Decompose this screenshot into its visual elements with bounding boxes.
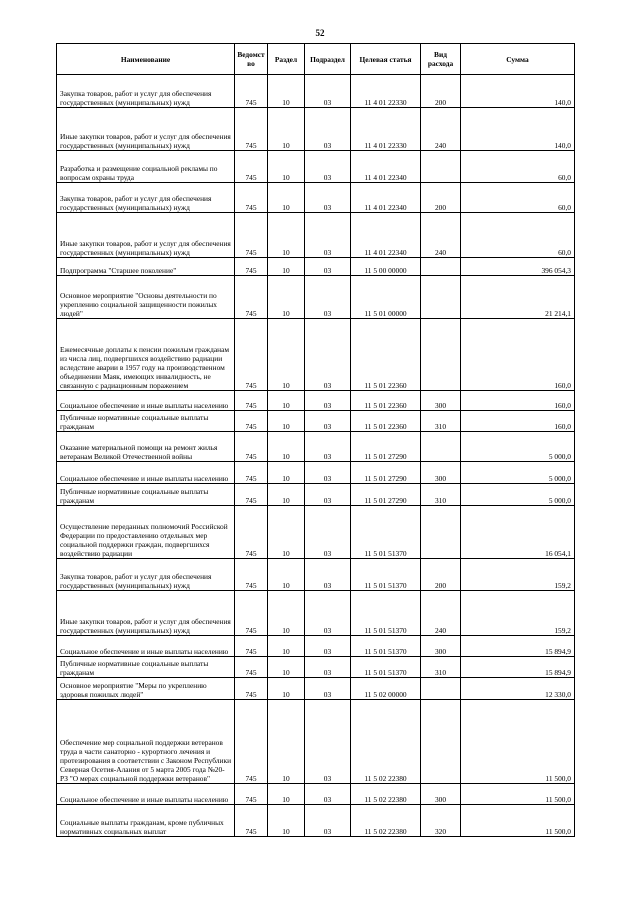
row-expense-type: 240 <box>421 108 461 151</box>
row-razdel: 10 <box>268 75 305 108</box>
row-vedomstvo: 745 <box>235 657 268 678</box>
row-podrazdel: 03 <box>305 559 351 591</box>
row-sum: 16 054,1 <box>461 506 575 559</box>
table-row <box>57 784 575 805</box>
row-razdel: 10 <box>268 700 305 784</box>
row-podrazdel: 03 <box>305 462 351 484</box>
row-target-article: 11 5 00 00000 <box>351 258 421 276</box>
row-sum: 11 500,0 <box>461 784 575 805</box>
row-razdel: 10 <box>268 432 305 462</box>
row-podrazdel: 03 <box>305 411 351 432</box>
row-sum: 160,0 <box>461 411 575 432</box>
row-expense-type: 200 <box>421 559 461 591</box>
row-name: Иные закупки товаров, работ и услуг для обеспечения государственных (муниципальных) нужд <box>57 213 235 258</box>
row-podrazdel: 03 <box>305 636 351 657</box>
row-target-article: 11 5 01 27290 <box>351 462 421 484</box>
column-header-sum: Сумма <box>461 44 575 75</box>
row-podrazdel: 03 <box>305 784 351 805</box>
row-podrazdel: 03 <box>305 151 351 183</box>
row-sum: 159,2 <box>461 591 575 636</box>
row-vedomstvo: 745 <box>235 506 268 559</box>
row-sum: 60,0 <box>461 213 575 258</box>
row-name: Обеспечение мер социальной поддержки ветеранов труда в части санаторно - курортного лечения и протезирования в соответствии с Законом Республики Северная Осетия-Алания от 5 марта 2005 года №20-РЗ "О мерах социальной поддержки ветеранов" <box>57 700 235 784</box>
row-expense-type: 200 <box>421 183 461 213</box>
row-podrazdel: 03 <box>305 432 351 462</box>
row-vedomstvo: 745 <box>235 75 268 108</box>
row-expense-type: 300 <box>421 636 461 657</box>
row-vedomstvo: 745 <box>235 258 268 276</box>
row-vedomstvo: 745 <box>235 151 268 183</box>
row-target-article: 11 5 01 51370 <box>351 636 421 657</box>
row-razdel: 10 <box>268 657 305 678</box>
row-podrazdel: 03 <box>305 276 351 319</box>
row-expense-type: 240 <box>421 213 461 258</box>
table-row <box>57 678 575 700</box>
row-sum: 5 000,0 <box>461 484 575 506</box>
row-razdel: 10 <box>268 258 305 276</box>
row-name: Подпрограмма "Старшее поколение" <box>57 258 235 276</box>
row-expense-type <box>421 258 461 276</box>
row-name: Иные закупки товаров, работ и услуг для обеспечения государственных (муниципальных) нужд <box>57 591 235 636</box>
row-expense-type <box>421 678 461 700</box>
row-razdel: 10 <box>268 391 305 411</box>
column-header-razdel: Раздел <box>268 44 305 75</box>
row-expense-type: 310 <box>421 411 461 432</box>
table-row <box>57 213 575 258</box>
table-row <box>57 805 575 837</box>
row-name: Иные закупки товаров, работ и услуг для обеспечения государственных (муниципальных) нужд <box>57 108 235 151</box>
row-name: Публичные нормативные социальные выплаты гражданам <box>57 411 235 432</box>
row-name: Закупка товаров, работ и услуг для обеспечения государственных (муниципальных) нужд <box>57 559 235 591</box>
table-row <box>57 75 575 108</box>
row-podrazdel: 03 <box>305 391 351 411</box>
row-vedomstvo: 745 <box>235 636 268 657</box>
row-vedomstvo: 745 <box>235 411 268 432</box>
row-razdel: 10 <box>268 108 305 151</box>
row-expense-type <box>421 276 461 319</box>
row-razdel: 10 <box>268 506 305 559</box>
row-expense-type <box>421 700 461 784</box>
row-podrazdel: 03 <box>305 75 351 108</box>
row-name: Социальное обеспечение и иные выплаты населению <box>57 784 235 805</box>
row-vedomstvo: 745 <box>235 391 268 411</box>
row-target-article: 11 5 01 22360 <box>351 411 421 432</box>
row-podrazdel: 03 <box>305 678 351 700</box>
row-target-article: 11 5 02 00000 <box>351 678 421 700</box>
row-expense-type <box>421 506 461 559</box>
row-razdel: 10 <box>268 591 305 636</box>
row-name: Закупка товаров, работ и услуг для обеспечения государственных (муниципальных) нужд <box>57 75 235 108</box>
row-expense-type: 310 <box>421 657 461 678</box>
table-row <box>57 183 575 213</box>
row-sum: 140,0 <box>461 108 575 151</box>
row-sum: 396 054,3 <box>461 258 575 276</box>
row-name: Публичные нормативные социальные выплаты гражданам <box>57 484 235 506</box>
row-target-article: 11 5 01 22360 <box>351 391 421 411</box>
row-name: Закупка товаров, работ и услуг для обеспечения государственных (муниципальных) нужд <box>57 183 235 213</box>
table-row <box>57 700 575 784</box>
row-razdel: 10 <box>268 484 305 506</box>
row-name: Социальные выплаты гражданам, кроме публичных нормативных социальных выплат <box>57 805 235 837</box>
row-expense-type: 300 <box>421 391 461 411</box>
row-sum: 15 894,9 <box>461 636 575 657</box>
row-vedomstvo: 745 <box>235 183 268 213</box>
table-row <box>57 462 575 484</box>
column-header-target-article: Целевая статья <box>351 44 421 75</box>
row-target-article: 11 5 01 51370 <box>351 506 421 559</box>
row-razdel: 10 <box>268 319 305 391</box>
row-name: Осуществление переданных полномочий Российской Федерации по предоставлению отдельных мер социальной поддержки граждан, подвергшихся воздействию радиации <box>57 506 235 559</box>
row-sum: 5 000,0 <box>461 462 575 484</box>
row-sum: 11 500,0 <box>461 700 575 784</box>
row-razdel: 10 <box>268 636 305 657</box>
row-target-article: 11 4 01 22330 <box>351 75 421 108</box>
row-sum: 60,0 <box>461 151 575 183</box>
table-row <box>57 506 575 559</box>
table-row <box>57 391 575 411</box>
row-sum: 140,0 <box>461 75 575 108</box>
table-row <box>57 657 575 678</box>
row-podrazdel: 03 <box>305 183 351 213</box>
row-target-article: 11 5 01 27290 <box>351 484 421 506</box>
row-vedomstvo: 745 <box>235 484 268 506</box>
row-expense-type <box>421 151 461 183</box>
row-name: Социальное обеспечение и иные выплаты населению <box>57 462 235 484</box>
row-name: Публичные нормативные социальные выплаты гражданам <box>57 657 235 678</box>
row-sum: 160,0 <box>461 391 575 411</box>
row-podrazdel: 03 <box>305 319 351 391</box>
table-row <box>57 636 575 657</box>
row-expense-type: 320 <box>421 805 461 837</box>
row-sum: 159,2 <box>461 559 575 591</box>
row-name: Разработка и размещение социальной рекламы по вопросам охраны труда <box>57 151 235 183</box>
row-name: Социальное обеспечение и иные выплаты населению <box>57 636 235 657</box>
row-sum: 15 894,9 <box>461 657 575 678</box>
row-target-article: 11 4 01 22340 <box>351 213 421 258</box>
table-header-row <box>57 44 575 75</box>
row-razdel: 10 <box>268 276 305 319</box>
row-vedomstvo: 745 <box>235 678 268 700</box>
row-expense-type: 300 <box>421 462 461 484</box>
row-vedomstvo: 745 <box>235 462 268 484</box>
table-row <box>57 559 575 591</box>
table-row <box>57 319 575 391</box>
row-vedomstvo: 745 <box>235 700 268 784</box>
row-vedomstvo: 745 <box>235 276 268 319</box>
row-podrazdel: 03 <box>305 484 351 506</box>
row-vedomstvo: 745 <box>235 805 268 837</box>
row-sum: 11 500,0 <box>461 805 575 837</box>
row-podrazdel: 03 <box>305 591 351 636</box>
row-sum: 12 330,0 <box>461 678 575 700</box>
column-header-podrazdel: Подраздел <box>305 44 351 75</box>
row-target-article: 11 5 02 22380 <box>351 700 421 784</box>
table-row <box>57 484 575 506</box>
table-row <box>57 591 575 636</box>
row-sum: 60,0 <box>461 183 575 213</box>
row-expense-type: 200 <box>421 75 461 108</box>
row-vedomstvo: 745 <box>235 108 268 151</box>
column-header-vedomstvo: Ведомст во <box>235 44 268 75</box>
row-target-article: 11 5 01 51370 <box>351 559 421 591</box>
row-expense-type: 240 <box>421 591 461 636</box>
row-razdel: 10 <box>268 462 305 484</box>
row-target-article: 11 4 01 22340 <box>351 183 421 213</box>
row-razdel: 10 <box>268 411 305 432</box>
row-razdel: 10 <box>268 678 305 700</box>
row-vedomstvo: 745 <box>235 213 268 258</box>
row-sum: 160,0 <box>461 319 575 391</box>
row-podrazdel: 03 <box>305 657 351 678</box>
row-razdel: 10 <box>268 213 305 258</box>
row-razdel: 10 <box>268 151 305 183</box>
table-row <box>57 411 575 432</box>
row-razdel: 10 <box>268 559 305 591</box>
table-row <box>57 432 575 462</box>
page-number: 52 <box>315 28 325 38</box>
row-target-article: 11 5 02 22380 <box>351 805 421 837</box>
row-vedomstvo: 745 <box>235 559 268 591</box>
row-expense-type: 300 <box>421 784 461 805</box>
row-podrazdel: 03 <box>305 213 351 258</box>
row-expense-type <box>421 432 461 462</box>
row-target-article: 11 5 01 00000 <box>351 276 421 319</box>
row-name: Ежемесячные доплаты к пенсии пожилым гражданам из числа лиц, подвергшихся воздействию радиации вследствие аварии в 1957 году на производственном объединении Маяк, имеющих инвалидность, не связанную с радиационным поражением <box>57 319 235 391</box>
row-vedomstvo: 745 <box>235 319 268 391</box>
table-row <box>57 151 575 183</box>
row-target-article: 11 4 01 22340 <box>351 151 421 183</box>
row-target-article: 11 5 01 22360 <box>351 319 421 391</box>
row-name: Основное мероприятие "Основы деятельности по укреплению социальной защищенности пожилых людей" <box>57 276 235 319</box>
row-podrazdel: 03 <box>305 805 351 837</box>
row-vedomstvo: 745 <box>235 432 268 462</box>
row-podrazdel: 03 <box>305 108 351 151</box>
row-razdel: 10 <box>268 183 305 213</box>
budget-table <box>56 43 575 837</box>
row-target-article: 11 5 01 27290 <box>351 432 421 462</box>
row-vedomstvo: 745 <box>235 591 268 636</box>
row-sum: 5 000,0 <box>461 432 575 462</box>
table-body <box>57 75 575 837</box>
column-header-name: Наименование <box>57 44 235 75</box>
row-name: Основное мероприятие "Меры по укреплению здоровья пожилых людей" <box>57 678 235 700</box>
row-podrazdel: 03 <box>305 700 351 784</box>
column-header-expense-type: Вид расхода <box>421 44 461 75</box>
row-podrazdel: 03 <box>305 258 351 276</box>
row-razdel: 10 <box>268 805 305 837</box>
row-expense-type: 310 <box>421 484 461 506</box>
row-name: Оказание материальной помощи на ремонт жилья ветеранам Великой Отечественной войны <box>57 432 235 462</box>
row-target-article: 11 5 01 51370 <box>351 591 421 636</box>
row-target-article: 11 5 01 51370 <box>351 657 421 678</box>
row-sum: 21 214,1 <box>461 276 575 319</box>
table-row <box>57 258 575 276</box>
row-target-article: 11 5 02 22380 <box>351 784 421 805</box>
row-vedomstvo: 745 <box>235 784 268 805</box>
table-row <box>57 276 575 319</box>
row-name: Социальное обеспечение и иные выплаты населению <box>57 391 235 411</box>
row-expense-type <box>421 319 461 391</box>
row-target-article: 11 4 01 22330 <box>351 108 421 151</box>
row-podrazdel: 03 <box>305 506 351 559</box>
table-row <box>57 108 575 151</box>
row-razdel: 10 <box>268 784 305 805</box>
